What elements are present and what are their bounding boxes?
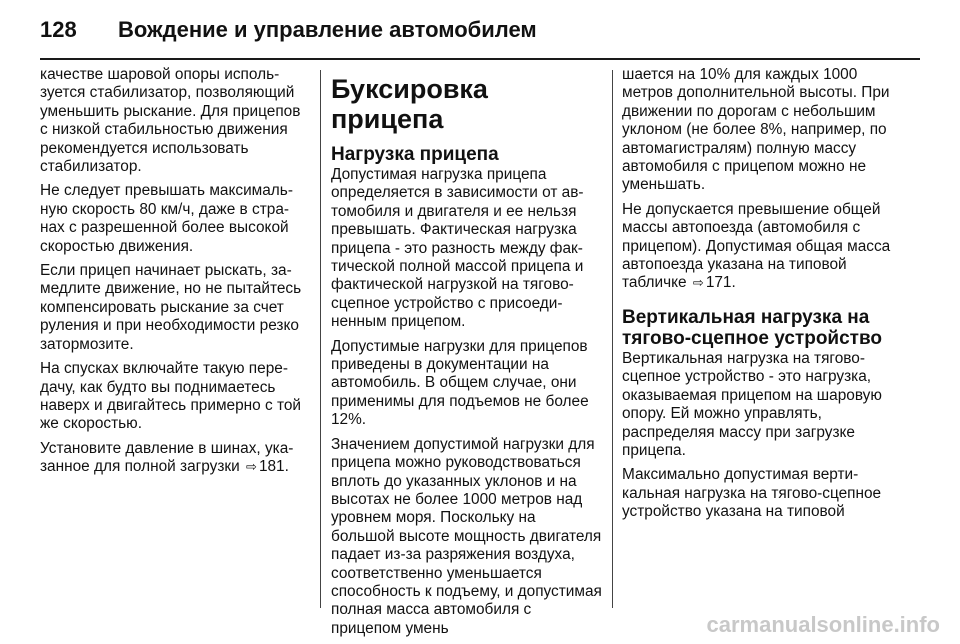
paragraph: шается на 10% для каждых 1000 метров дополнительной высоты. При движении по дорогам с небольшим уклоном (не более 8%, например, по автомагистралям) полную массу автомобиля с прицепом можно не уменьшать. bbox=[622, 66, 890, 194]
paragraph bbox=[622, 201, 902, 293]
paragraph-text: Не допускается превышение общей массы автопоезда (автомобиля с прицепом). Допустимая общая масса автопоезда указана на типовой табличке bbox=[622, 200, 891, 292]
column-divider bbox=[612, 70, 613, 608]
arrow-reference-icon[interactable]: ⇨ bbox=[246, 459, 257, 475]
paragraph: На спусках включайте такую передачу, как будто вы поднимаетесь наверх и двигайтесь примерно с той же скоростью. bbox=[40, 360, 301, 433]
chapter-title: Вождение и управление автомобилем bbox=[118, 17, 537, 42]
page-reference[interactable]: 171. bbox=[705, 274, 736, 292]
paragraph-text: Установите давление в шинах, указанное для полной загрузки bbox=[40, 439, 294, 476]
paragraph bbox=[40, 440, 308, 477]
paragraph: Допустимая нагрузка прицепа определяется в зависимости от автомобиля и двигателя и ее нельзя превышать. Фактическая нагрузка прицепа - это разность между фактической полной массой прицепа и фактической нагрузкой на тягово-сцепное устройство с присоединенным прицепом. bbox=[331, 166, 584, 331]
column-right bbox=[622, 66, 902, 528]
paragraph: Максимально допустимая вертикальная нагрузка на тягово-сцепное устройство указана на типовой bbox=[622, 466, 882, 521]
column-middle bbox=[331, 66, 603, 644]
header-rule bbox=[40, 58, 920, 60]
section-title: Буксировка прицепа bbox=[331, 74, 488, 134]
page-number: 128 bbox=[40, 17, 77, 42]
column-left bbox=[40, 66, 308, 483]
paragraph: Вертикальная нагрузка на тягово-сцепное устройство - это нагрузка, оказываемая прицепом на шаровую опору. Ей можно управлять, распределяя массу при загрузке прицепа. bbox=[622, 349, 882, 459]
arrow-reference-icon[interactable]: ⇨ bbox=[692, 275, 704, 291]
watermark: carmanualsonline.info bbox=[706, 612, 940, 637]
paragraph: Если прицеп начинает рыскать, замедлите движение, но не пытайтесь компенсировать рыскание за счет руления и при необходимости резко затормозите. bbox=[40, 262, 302, 353]
page-header bbox=[40, 10, 920, 50]
page-reference[interactable]: 181. bbox=[258, 458, 289, 476]
paragraph: качестве шаровой опоры используется стабилизатор, позволяющий уменьшить рыскание. Для прицепов с низкой стабильностью движения рекомендуется использовать стабилизатор. bbox=[40, 66, 301, 176]
subsection-title: Нагрузка прицепа bbox=[331, 144, 499, 165]
paragraph: Допустимые нагрузки для прицепов приведены в документации на автомобиль. В общем случае, они применимы для подъемов не более 12%. bbox=[331, 337, 589, 429]
paragraph: Значением допустимой нагрузки для прицепа можно руководствоваться вплоть до указанных уклонов и на высотах не более 1000 метров над уровнем моря. Поскольку на большой высоте мощность двигателя падает из-за разряжения воздуха, соответственно уменьшается способность к подъему, и допустимая полная масса автомобиля с прицепом умень bbox=[331, 435, 602, 637]
paragraph: Не следует превышать максимальную скорость 80 км/ч, даже в странах с разрешенной более высокой скоростью движения. bbox=[40, 182, 293, 255]
subsection-title: Вертикальная нагрузка на тягово-сцепное устройство bbox=[622, 306, 883, 349]
column-divider bbox=[320, 70, 321, 608]
